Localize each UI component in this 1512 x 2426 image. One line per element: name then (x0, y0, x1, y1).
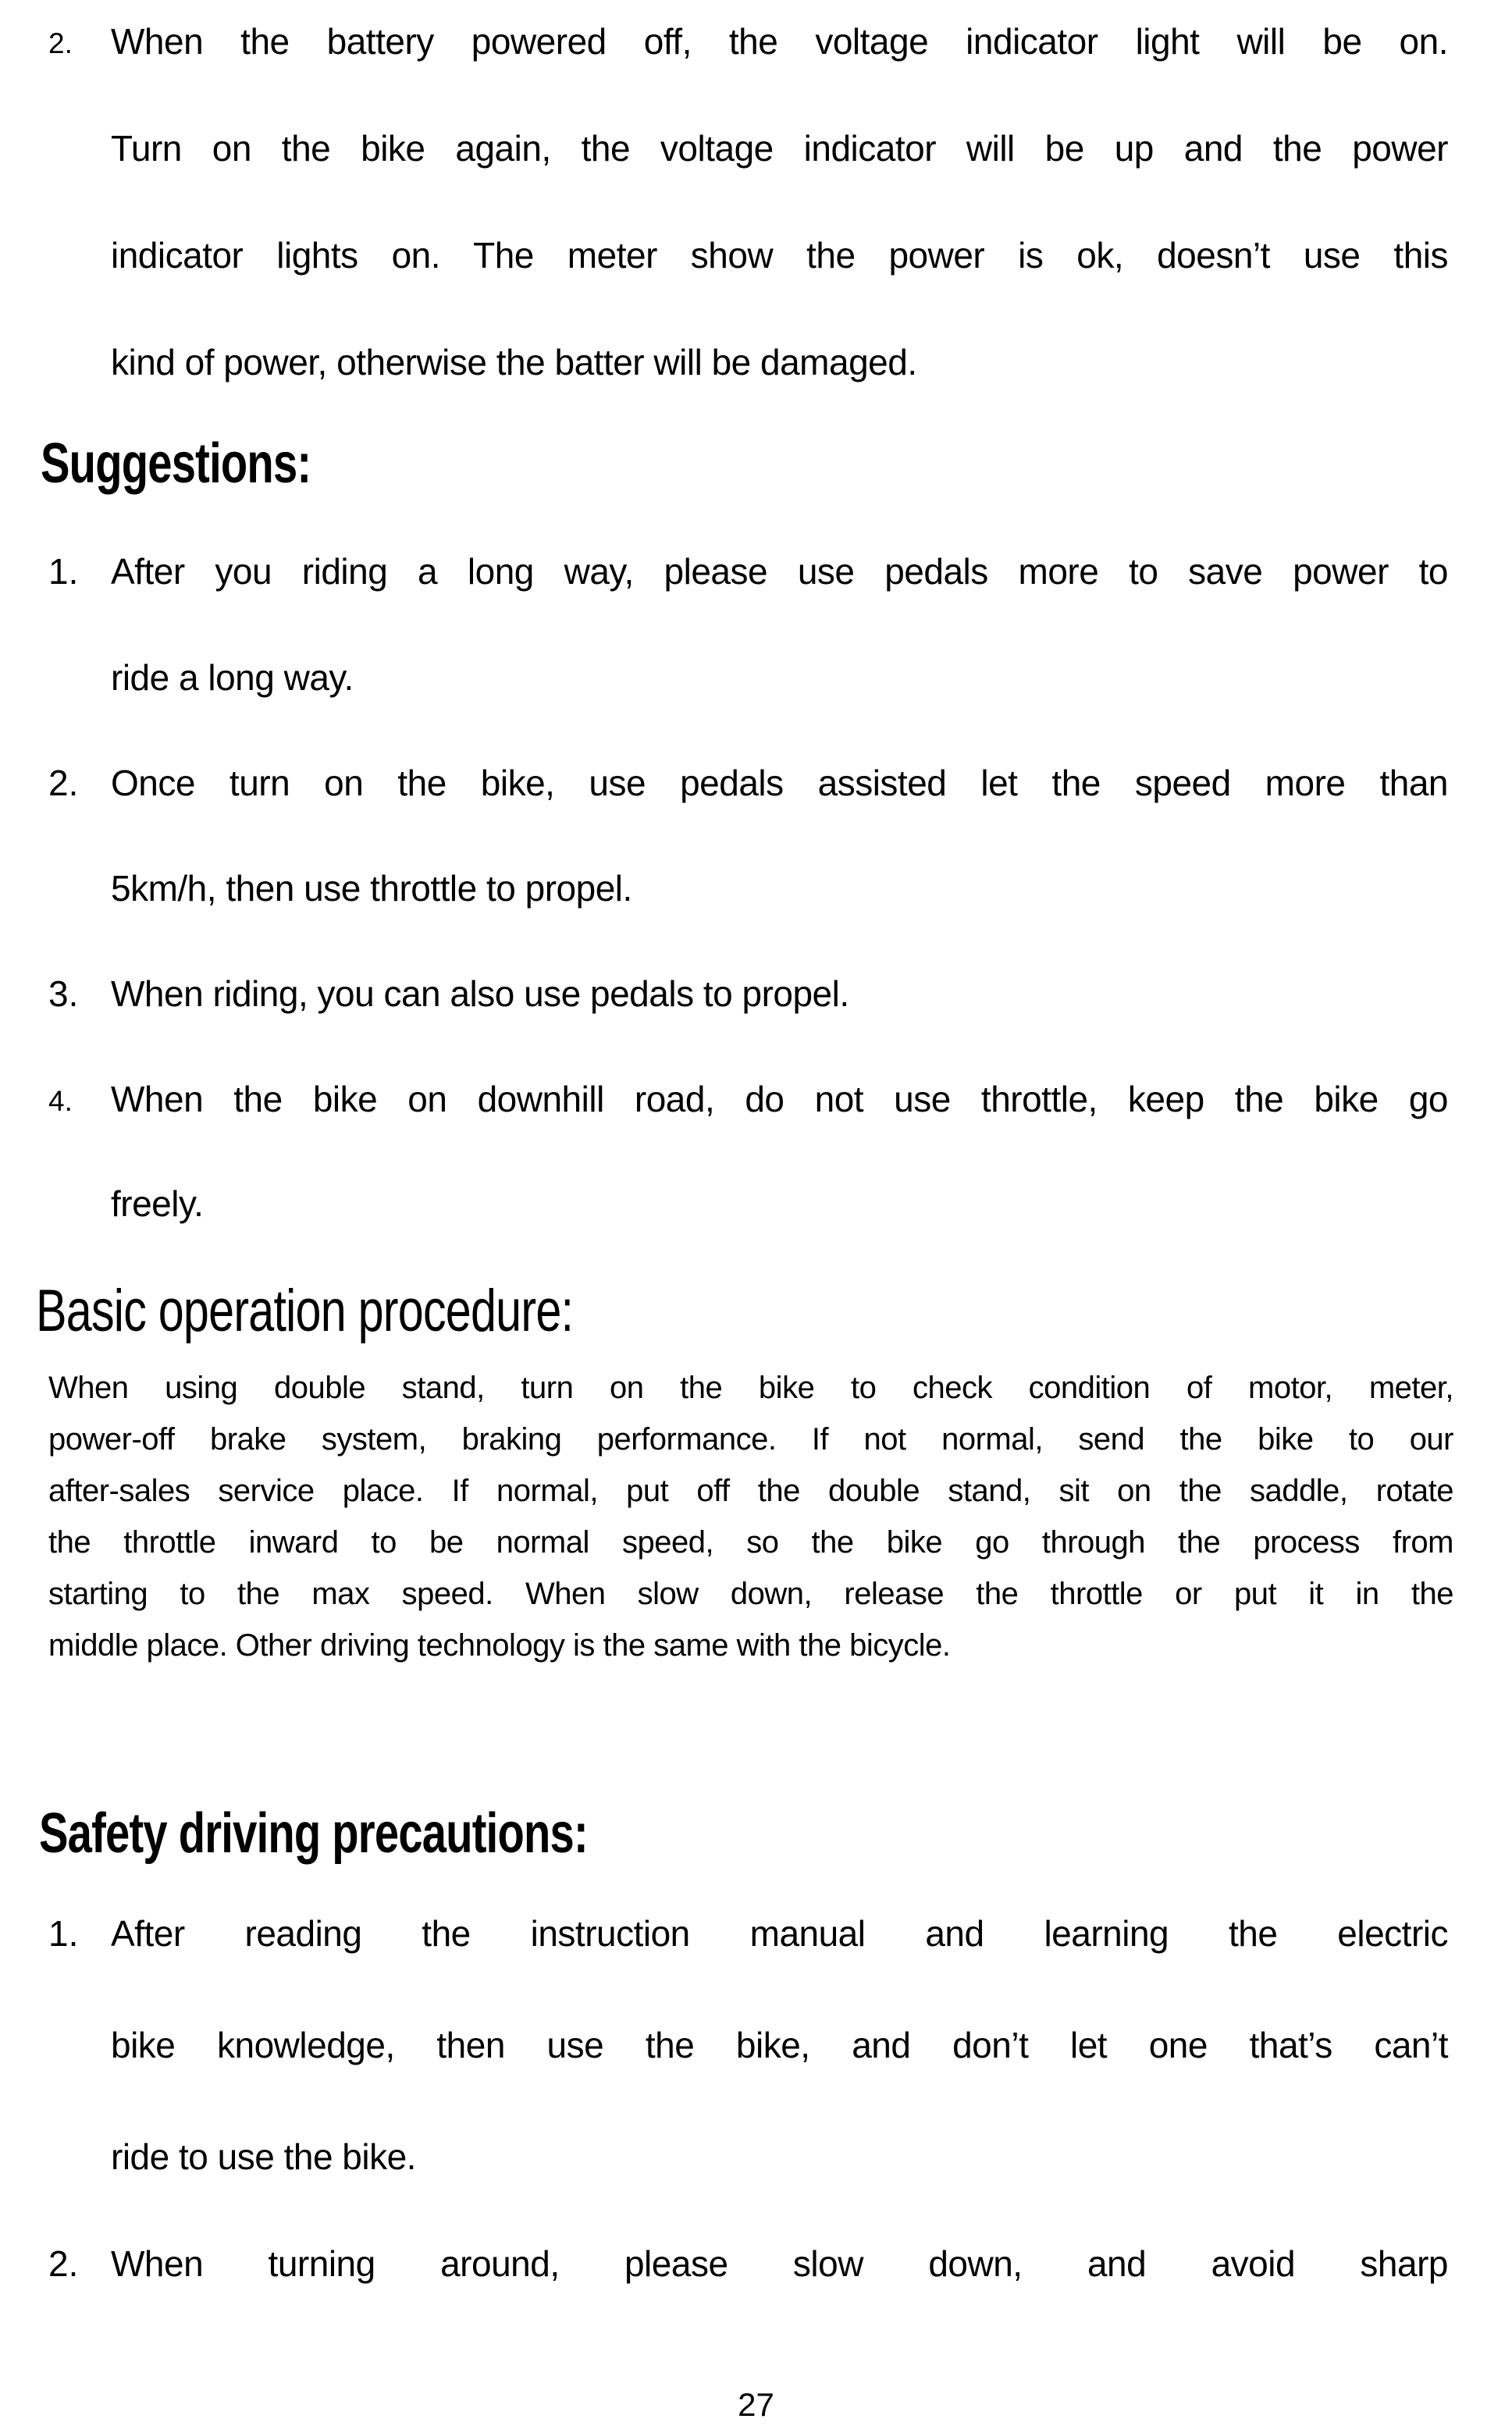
suggestion-4-marker: 4. (48, 1085, 73, 1117)
safety-1-line: bike knowledge, then use the bike, and don’t let one that’s can’t (111, 2025, 1448, 2065)
suggestions-heading: Suggestions: (41, 432, 311, 495)
suggestion-1-marker: 1. (48, 551, 79, 592)
page-number: 27 (738, 2386, 774, 2423)
intro-item-line: kind of power, otherwise the batter will be damaged. (111, 342, 917, 382)
intro-item-line: indicator lights on. The meter show the power is ok, doesn’t use this (111, 235, 1448, 276)
suggestion-1-line: After you riding a long way, please use pedals more to save power to (111, 551, 1448, 592)
basic-paragraph-line: power-off brake system, braking performance. If not normal, send the bike to our (48, 1422, 1453, 1457)
safety-2-line: When turning around, please slow down, and avoid sharp (111, 2243, 1448, 2284)
basic-paragraph-line: the throttle inward to be normal speed, so the bike go through the process from (48, 1525, 1453, 1560)
safety-1-marker: 1. (48, 1913, 79, 1954)
intro-item-line: Turn on the bike again, the voltage indicator will be up and the power (111, 128, 1448, 169)
safety-1-line: ride to use the bike. (111, 2136, 416, 2177)
suggestion-1-line: ride a long way. (111, 657, 354, 698)
suggestion-4-line: When the bike on downhill road, do not use throttle, keep the bike go (111, 1079, 1448, 1119)
intro-item-line: When the battery powered off, the voltage indicator light will be on. (111, 21, 1448, 62)
basic-paragraph-line: starting to the max speed. When slow down, release the throttle or put it in the (48, 1577, 1453, 1611)
basic-operation-heading: Basic operation procedure: (36, 1278, 574, 1344)
suggestion-4-line: freely. (111, 1183, 204, 1224)
safety-heading: Safety driving precautions: (39, 1802, 588, 1865)
safety-1-line: After reading the instruction manual and learning the electric (111, 1913, 1448, 1954)
suggestion-2-line: 5km/h, then use throttle to propel. (111, 868, 632, 909)
suggestion-3-marker: 3. (48, 973, 79, 1014)
suggestion-3-line: When riding, you can also use pedals to propel. (111, 973, 849, 1014)
intro-item-marker: 2. (48, 27, 73, 59)
basic-paragraph-line: middle place. Other driving technology is the same with the bicycle. (48, 1628, 951, 1663)
suggestion-2-line: Once turn on the bike, use pedals assisted let the speed more than (111, 763, 1448, 803)
safety-2-marker: 2. (48, 2243, 79, 2284)
basic-paragraph-line: after-sales service place. If normal, put off the double stand, sit on the saddle, rotate (48, 1474, 1453, 1508)
suggestion-2-marker: 2. (48, 763, 79, 803)
basic-paragraph-line: When using double stand, turn on the bike to check condition of motor, meter, (48, 1371, 1453, 1405)
